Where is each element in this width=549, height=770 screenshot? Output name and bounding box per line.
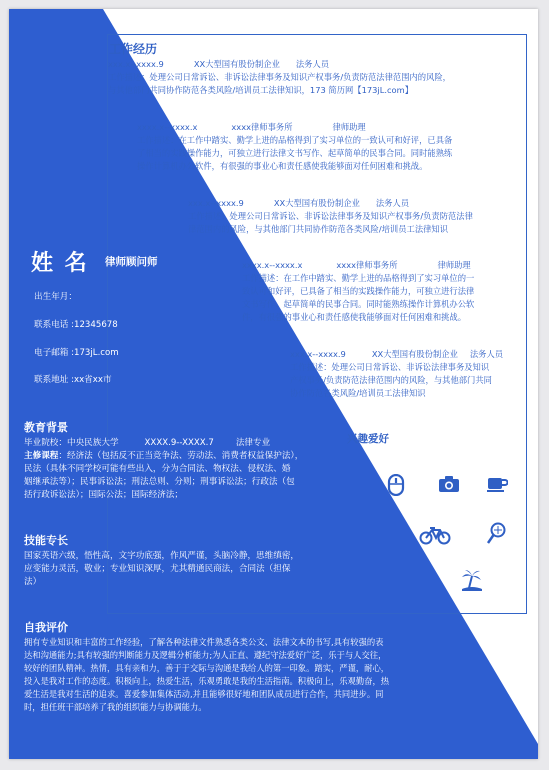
work-entry-line: 工作描述：在工作中踏实、勤学上进的品格得到了实习单位的一 (242, 273, 475, 283)
school-name: 毕业院校：中央民族大学 (24, 438, 119, 448)
address-field: 联系地址 :xx省xx市 (34, 375, 112, 385)
skills-section-title: 技能专长 (24, 534, 68, 547)
work-entry-2 (137, 121, 452, 173)
work-entry-line: 工作描述：处理公司日常诉讼、非诉讼法律事务及知识产权事务/负责防范法律 (188, 211, 473, 221)
work-entry-line: 工作描述：处理公司日常诉讼、非诉讼法律事务及知识产权事务/负责防范法律范围内的风险， (108, 72, 451, 82)
person-role: 律师顾问师 (105, 256, 158, 268)
work-entry-line: 与其他部门共同协作防范各类风险/培训员工法律知识，173 简历网【173jL.com】 (108, 85, 414, 95)
education-body: 毕业院校：中央民族大学 XXXX.9--XXXX.7 法律专业 主修课程：经济法（包括反不正当竞争法、劳动法、消费者权益保护法）， 民法（具体不同学校可能有些出入，分为合同法、物权法、侵权法、婚 姻继承法等）；民事诉讼法；刑法总则、分则；刑事诉讼法；行政法（包 括行政诉讼法）；国际公法；国际经济法； (24, 438, 304, 500)
work-entry-header: xxxx.x--xxxx.x xxxx律师事务所 律师助理 (137, 122, 366, 132)
courses-label: 主修课程 (24, 451, 59, 461)
work-entry-line: 操作计算机办公软件，有很强的事业心和责任感使我能够面对任何困难和挑战。 (137, 161, 428, 171)
work-entry-line: 了相当的实践操作能力，可独立进行法律文书写作、起草简单的民事合同。同时能熟练 (137, 148, 453, 158)
resume-page (9, 9, 538, 759)
birthday-field: 出生年月： (34, 292, 77, 302)
work-entry-header: xxx.x--xxxx.9 XX大型国有股份制企业 法务人员 (290, 349, 504, 359)
work-entry-line: 文书写作、起草简单的民事合同。同时能熟练操作计算机办公软 (242, 299, 475, 309)
badminton-icon (485, 522, 507, 546)
person-name: 姓 名 (31, 251, 89, 276)
work-entry-line: 致认可和好评，已具备了相当的实践操作能力，可独立进行法律 (242, 286, 475, 296)
skills-body: 国家英语六级，悟性高，文字功底强，作风严谨，头脑冷静，思维缜密， 应变能力灵活，敬业；专业知识深厚，尤其精通民商法，合同法（担保 法） (24, 551, 300, 587)
email-field: 电子邮箱 :173jL.com (34, 348, 119, 358)
work-entry-1 (108, 58, 451, 97)
work-entry-line: 律范围内的风险，与其他部门共同协作防范各类风险/培训员工法律知识 (188, 224, 449, 234)
self-eval-body: 拥有专业知识和丰富的工作经验，了解各种法律文件熟悉各类公文、法律文本的书写,具有较强的表 达和沟通能力;具有较强的判断能力及逻辑分析能力;为人正直、遵纪守法爱好广泛，乐于与人交往， 较好的团队精神。热情，具有亲和力，善于于交际与沟通是我给人的第一印象。踏实，严谨，耐心， 投入是我对工作的态度。积极向上，热爱生活，乐观勇敢是我的生活指南。积极向上，乐观勤奋，热 爱生活是我对生活的追求。喜爱参加集体活动,并且能够很好地和团队成员进行合作，共同进步。同 时，担任班干部培养了我的组织能力与协调能力。 (24, 637, 390, 712)
beach-icon (461, 568, 483, 592)
bicycle-icon (419, 525, 451, 545)
hobbies-section-title: 兴趣爱好 (347, 433, 389, 445)
phone-field: 联系电话 :12345678 (34, 320, 118, 330)
work-entry-4 (242, 259, 474, 324)
work-section-title: 工作经历 (109, 42, 158, 56)
mouse-icon (387, 474, 405, 496)
self-eval-section-title: 自我评价 (24, 621, 68, 634)
work-entry-line: 工作描述：处理公司日常诉讼、非诉讼法律事务及知识 (290, 362, 490, 372)
education-major: 法律专业 (235, 438, 271, 448)
work-entry-header: xxx.x--xxxx.9 XX大型国有股份制企业 法务人员 (108, 59, 330, 69)
work-entry-line: 件，有很强的事业心和责任感使我能够面对任何困难和挑战。 (242, 312, 467, 322)
education-section-title: 教育背景 (24, 421, 68, 434)
camera-icon (438, 475, 460, 493)
education-period: XXXX.9--XXXX.7 (144, 438, 214, 448)
work-entry-line: 协作防范各类风险/培训员工法律知识 (290, 388, 426, 398)
coffee-icon (486, 475, 508, 493)
work-entry-3 (188, 197, 473, 236)
work-entry-5 (290, 348, 503, 400)
work-entry-header: xxxx.x--xxxx.x xxxx律师事务所 律师助理 (242, 260, 471, 270)
work-entry-line: 产权事务/负责防范法律范围内的风险，与其他部门共同 (290, 375, 492, 385)
work-entry-header: xxx.x--xxxx.9 XX大型国有股份制企业 法务人员 (188, 198, 410, 208)
work-entry-line: 工作描述：在工作中踏实、勤学上进的品格得到了实习单位的一致认可和好评，已具备 (137, 135, 453, 145)
